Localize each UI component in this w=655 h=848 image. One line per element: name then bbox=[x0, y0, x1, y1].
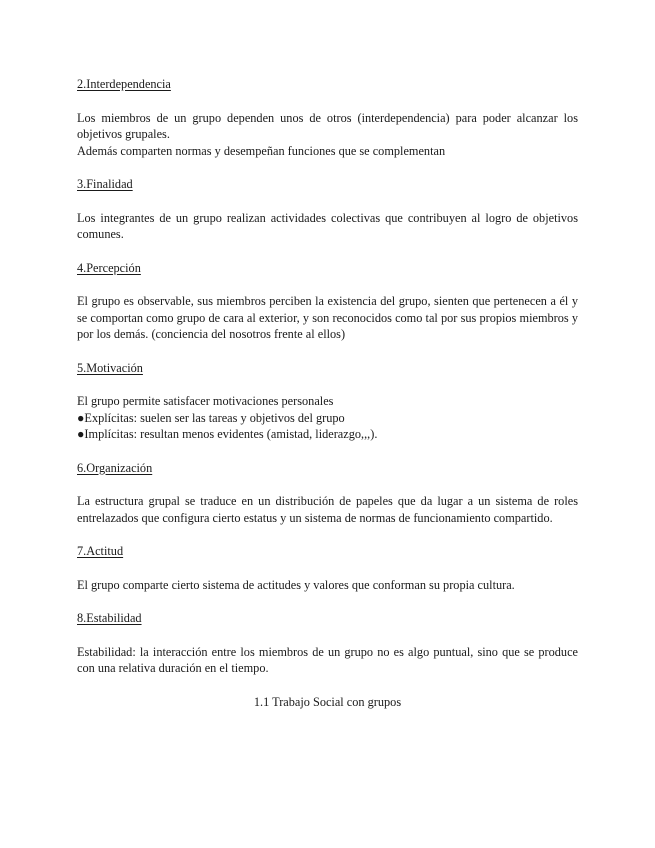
section-heading-actitud: 7.Actitud bbox=[77, 544, 124, 558]
list-item: ●Implícitas: resultan menos evidentes (amistad, liderazgo,,,). bbox=[77, 427, 378, 441]
section-paragraph: El grupo comparte cierto sistema de actitudes y valores que conforman su propia cultura. bbox=[77, 577, 515, 592]
section-paragraph: El grupo es observable, sus miembros perciben la existencia del grupo, sienten que pertenecen a él y se comportan como grupo de cara al exterior, y son reconocidos como tal por sus propios miembros y por los demás. (conciencia del nosotros frente al ellos) bbox=[77, 294, 578, 341]
section-heading-estabilidad: 8.Estabilidad bbox=[77, 611, 142, 625]
section-paragraph: Los miembros de un grupo dependen unos de otros (interdependencia) para poder alcanzar los objetivos grupales. bbox=[77, 110, 578, 141]
subsection-title: 1.1 Trabajo Social con grupos bbox=[253, 694, 402, 709]
section-heading-interdependencia: 2.Interdependencia bbox=[77, 77, 171, 91]
section-heading-motivacion: 5.Motivación bbox=[77, 360, 143, 375]
section-paragraph: La estructura grupal se traduce en un distribución de papeles que da lugar a un sistema de roles entrelazados que configura cierto estatus y un sistema de normas de funcionamiento compartido. bbox=[77, 494, 578, 525]
section-heading-organizacion: 6.Organización bbox=[77, 460, 153, 475]
section-paragraph: Estabilidad: la interacción entre los miembros de un grupo no es algo puntual, sino que se produce con una relativa duración en el tiempo. bbox=[77, 644, 578, 675]
section-heading-percepcion: 4.Percepción bbox=[77, 260, 141, 275]
list-item: ●Explícitas: suelen ser las tareas y objetivos del grupo bbox=[77, 410, 345, 425]
section-paragraph: Además comparten normas y desempeñan funciones que se complementan bbox=[77, 143, 446, 158]
section-paragraph: El grupo permite satisfacer motivaciones personales bbox=[77, 394, 334, 408]
document-page bbox=[77, 76, 578, 710]
section-heading-finalidad: 3.Finalidad bbox=[77, 177, 133, 191]
section-paragraph: Los integrantes de un grupo realizan actividades colectivas que contribuyen al logro de objetivos comunes. bbox=[77, 210, 578, 241]
